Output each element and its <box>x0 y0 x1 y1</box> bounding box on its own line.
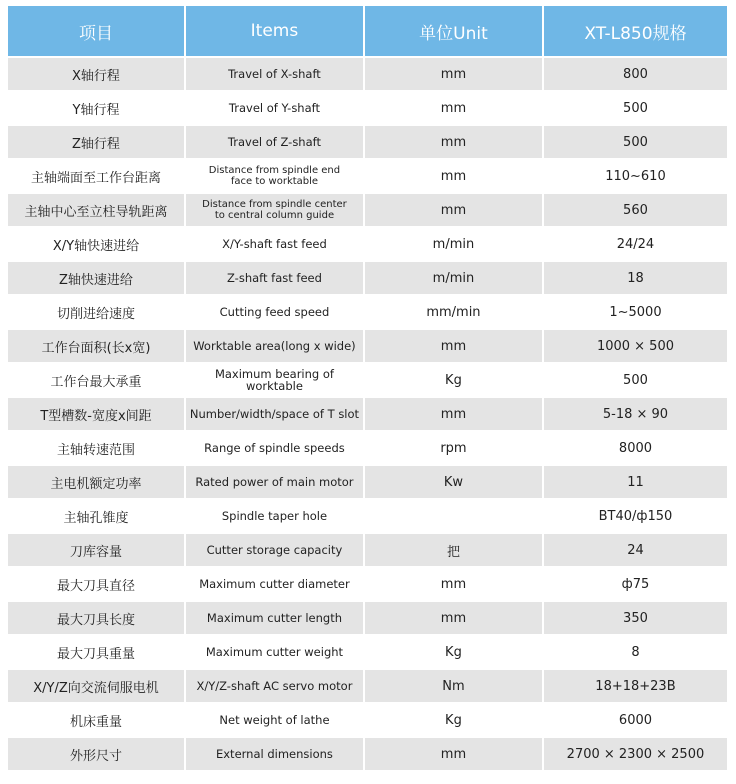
item-en-cell: Number/width/space of T slot <box>186 396 363 430</box>
item-en-cell: Maximum cutter length <box>186 600 363 634</box>
value-cell: 8 <box>544 634 727 668</box>
item-cn-cell: 切削进给速度 <box>8 294 184 328</box>
item-cn-cell: 主轴孔锥度 <box>8 498 184 532</box>
table-row <box>8 192 727 226</box>
table-row <box>8 430 727 464</box>
table-body <box>8 56 727 770</box>
item-cn-cell: Y轴行程 <box>8 90 184 124</box>
unit-cell: Kg <box>365 634 542 668</box>
table-header-row <box>8 6 727 56</box>
item-en-cell: External dimensions <box>186 736 363 770</box>
unit-cell: mm <box>365 600 542 634</box>
item-en-cell: Maximum cutter weight <box>186 634 363 668</box>
unit-cell: mm <box>365 736 542 770</box>
item-en-cell: Maximum bearing of worktable <box>186 362 363 396</box>
value-cell: 1~5000 <box>544 294 727 328</box>
item-cn-cell: Z轴行程 <box>8 124 184 158</box>
item-en-cell: Range of spindle speeds <box>186 430 363 464</box>
item-cn-cell: 主轴中心至立柱导轨距离 <box>8 192 184 226</box>
table-row <box>8 328 727 362</box>
table-row <box>8 362 727 396</box>
unit-cell: mm <box>365 124 542 158</box>
table-row <box>8 532 727 566</box>
value-cell: 500 <box>544 124 727 158</box>
table-row <box>8 396 727 430</box>
value-cell: 24 <box>544 532 727 566</box>
value-cell: 5-18 × 90 <box>544 396 727 430</box>
item-cn-cell: 主电机额定功率 <box>8 464 184 498</box>
item-cn-cell: X/Y轴快速进给 <box>8 226 184 260</box>
item-en-cell: Travel of X-shaft <box>186 56 363 90</box>
item-en-cell: X/Y/Z-shaft AC servo motor <box>186 668 363 702</box>
value-cell: 110~610 <box>544 158 727 192</box>
unit-cell: m/min <box>365 260 542 294</box>
table-row <box>8 226 727 260</box>
item-en-cell: Cutter storage capacity <box>186 532 363 566</box>
table-row <box>8 124 727 158</box>
table-row <box>8 464 727 498</box>
table-row <box>8 702 727 736</box>
item-en-cell: Worktable area(long x wide) <box>186 328 363 362</box>
header-model: XT-L850规格 <box>544 6 727 56</box>
value-cell: 11 <box>544 464 727 498</box>
item-cn-cell: 刀库容量 <box>8 532 184 566</box>
item-en-line-1: Distance from spindle end <box>208 165 341 176</box>
item-cn-cell: 外形尺寸 <box>8 736 184 770</box>
value-cell: 560 <box>544 192 727 226</box>
unit-cell: mm <box>365 396 542 430</box>
unit-cell: Kg <box>365 362 542 396</box>
item-cn-cell: 主轴端面至工作台距离 <box>8 158 184 192</box>
item-cn-cell: 最大刀具直径 <box>8 566 184 600</box>
value-cell: 18 <box>544 260 727 294</box>
table-row <box>8 668 727 702</box>
item-cn-cell: 机床重量 <box>8 702 184 736</box>
item-cn-cell: 最大刀具重量 <box>8 634 184 668</box>
table-row <box>8 600 727 634</box>
unit-cell: Nm <box>365 668 542 702</box>
item-cn-cell: 主轴转速范围 <box>8 430 184 464</box>
table-row <box>8 498 727 532</box>
item-en-cell: Maximum cutter diameter <box>186 566 363 600</box>
table-row <box>8 56 727 90</box>
unit-cell: mm <box>365 56 542 90</box>
item-en-cell <box>186 192 363 226</box>
table-row <box>8 634 727 668</box>
header-item-en: Items <box>186 6 363 56</box>
item-en-cell: Spindle taper hole <box>186 498 363 532</box>
value-cell: 800 <box>544 56 727 90</box>
item-en-cell <box>186 158 363 192</box>
header-unit: 单位Unit <box>365 6 542 56</box>
item-en-cell: Travel of Z-shaft <box>186 124 363 158</box>
value-cell: ф75 <box>544 566 727 600</box>
value-cell: 1000 × 500 <box>544 328 727 362</box>
unit-cell: m/min <box>365 226 542 260</box>
item-en-line-2: face to worktable <box>230 176 319 187</box>
item-en-cell: Z-shaft fast feed <box>186 260 363 294</box>
item-en-cell: Cutting feed speed <box>186 294 363 328</box>
value-cell: BT40/ф150 <box>544 498 727 532</box>
item-cn-cell: X/Y/Z向交流伺服电机 <box>8 668 184 702</box>
value-cell: 24/24 <box>544 226 727 260</box>
item-cn-cell: 最大刀具长度 <box>8 600 184 634</box>
table-row <box>8 90 727 124</box>
item-en-cell: Net weight of lathe <box>186 702 363 736</box>
item-en-cell: X/Y-shaft fast feed <box>186 226 363 260</box>
item-cn-cell: 工作台最大承重 <box>8 362 184 396</box>
unit-cell <box>365 498 542 532</box>
item-en-line-1: Distance from spindle center <box>202 199 347 210</box>
unit-cell: mm <box>365 192 542 226</box>
value-cell: 500 <box>544 362 727 396</box>
spec-table <box>6 6 729 770</box>
unit-cell: 把 <box>365 532 542 566</box>
unit-cell: Kw <box>365 464 542 498</box>
value-cell: 6000 <box>544 702 727 736</box>
table-row <box>8 566 727 600</box>
value-cell: 350 <box>544 600 727 634</box>
item-cn-cell: 工作台面积(长x宽) <box>8 328 184 362</box>
value-cell: 500 <box>544 90 727 124</box>
value-cell: 2700 × 2300 × 2500 <box>544 736 727 770</box>
table-row <box>8 158 727 192</box>
item-en-line-2: to central column guide <box>214 210 335 221</box>
unit-cell: mm <box>365 566 542 600</box>
value-cell: 18+18+23B <box>544 668 727 702</box>
table-row <box>8 260 727 294</box>
item-cn-cell: X轴行程 <box>8 56 184 90</box>
unit-cell: mm/min <box>365 294 542 328</box>
item-en-cell: Travel of Y-shaft <box>186 90 363 124</box>
table-row <box>8 294 727 328</box>
item-en-cell: Rated power of main motor <box>186 464 363 498</box>
table-row <box>8 736 727 770</box>
item-cn-cell: Z轴快速进给 <box>8 260 184 294</box>
unit-cell: mm <box>365 328 542 362</box>
unit-cell: mm <box>365 158 542 192</box>
unit-cell: mm <box>365 90 542 124</box>
header-item-cn: 项目 <box>8 6 184 56</box>
value-cell: 8000 <box>544 430 727 464</box>
unit-cell: rpm <box>365 430 542 464</box>
unit-cell: Kg <box>365 702 542 736</box>
item-cn-cell: T型槽数-宽度x间距 <box>8 396 184 430</box>
